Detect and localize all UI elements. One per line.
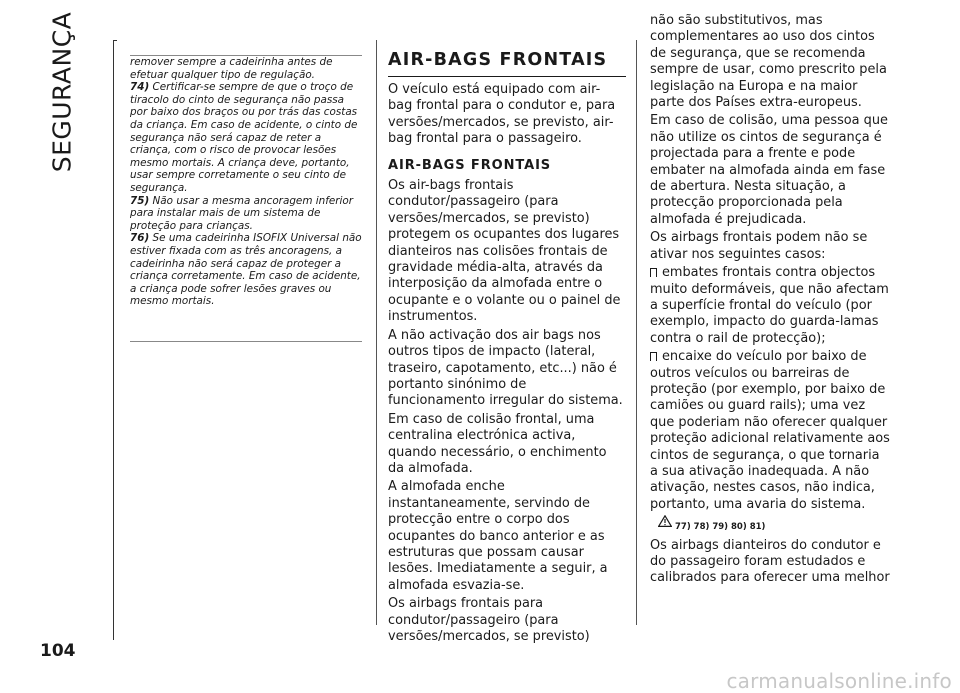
- paragraph: Os airbags frontais podem não se ativar nos seguintes casos:: [650, 230, 868, 262]
- paragraph: Em caso de colisão frontal, uma centralina electrónica activa, quando necessário, o enchimento da almofada.: [388, 411, 607, 476]
- bullet-text: encaixe do veículo por baixo de outros veículos ou barreiras de proteção (por exemplo, por baixo de camiões ou guard rails); uma vez que poderiam não oferecer qualquer proteção adicional relativamente aos cintos de segurança, o que tornaria a sua ativação inadequada. A não ativação, nestes casos, não indica, portanto, uma avaria do sistema.: [650, 349, 890, 512]
- subsection-heading: AIR-BAGS FRONTAIS: [388, 157, 552, 173]
- column-divider: [636, 40, 637, 625]
- paragraph: não são substitutivos, mas complementares ao uso dos cintos de segurança, que se recomenda sempre de usar, como prescrito pela legislação na Europa e na maior parte dos Países extra-europeus.: [650, 13, 887, 111]
- warning-number: 76): [130, 232, 150, 245]
- watermark: carmanualsonline.info: [726, 669, 952, 693]
- warning-number: 74): [130, 81, 150, 94]
- warnings-column: [130, 56, 362, 308]
- warning-text: Não usar a mesma ancoragem inferior para instalar mais de um sistema de proteção para crianças.: [130, 194, 354, 232]
- column-divider: [376, 40, 377, 625]
- column-divider: [130, 341, 362, 342]
- warning-75: [130, 195, 362, 233]
- warning-76: [130, 232, 362, 308]
- bullet-item: [650, 265, 890, 347]
- heading-rule: [388, 76, 626, 77]
- paragraph: Os airbags dianteiros do condutor e do passageiro foram estudados e calibrados para oferecer uma melhor: [650, 537, 890, 586]
- bullet-item: [650, 349, 890, 513]
- page-number: 104: [40, 641, 76, 661]
- airbag-column-continued: [650, 13, 890, 589]
- section-side-label: SEGURANÇA: [47, 11, 77, 173]
- warning-text: Se uma cadeirinha ISOFIX Universal não estiver fixada com as três ancoragens, a cadeirinha não será capaz de proteger a criança corretamente. Em caso de acidente, a criança pode sofrer lesões graves ou mesmo mortais.: [130, 232, 362, 308]
- paragraph: Os airbags frontais para condutor/passageiro (para versões/mercados, se previsto): [388, 596, 590, 644]
- paragraph: A não activação dos air bags nos outros tipos de impacto (lateral, traseiro, capotamento, etc...) não é portanto sinónimo de funcionamento irregular do sistema.: [388, 327, 623, 409]
- paragraph: Em caso de colisão, uma pessoa que não utilize os cintos de segurança é projectada para a frente e pode embater na almofada ainda em fase de abertura. Nesta situação, a protecção proporcionada pela almofada é prejudicada.: [650, 113, 888, 227]
- warning-text: Certificar-se sempre de que o troço de tiracolo do cinto de segurança não passa por baixo dos braços ou por trás das costas da criança. Em caso de acidente, o cinto de segurança não será capaz de reter a criança, com o risco de provocar lesões mesmo mortais. A criança deve, portanto, usar sempre corretamente o seu cinto de segurança.: [130, 81, 358, 194]
- section-heading: AIR-BAGS FRONTAIS: [388, 50, 608, 70]
- section-divider: [113, 40, 114, 640]
- airbag-column: [388, 82, 624, 647]
- paragraph: Os air-bags frontais condutor/passageiro (para versões/mercados, se previsto) protegem os ocupantes dos lugares dianteiros nas colisões frontais de gravidade média-alta, através da interposição da almofada entre o ocupante e o volante ou o painel de instrumentos.: [388, 178, 621, 325]
- paragraph: A almofada enche instantaneamente, servindo de protecção entre o corpo dos ocupantes do banco anterior e as estruturas que possam causar lesões. Imediatamente a seguir, a almofada esvazia-se.: [388, 479, 608, 593]
- bullet-icon: [650, 268, 657, 277]
- warning-number: 75): [130, 194, 150, 207]
- section-divider: [113, 40, 117, 41]
- warning-triangle-icon: [658, 515, 672, 527]
- warning-74: [130, 81, 362, 194]
- bullet-icon: [650, 352, 657, 361]
- paragraph: remover sempre a cadeirinha antes de efetuar qualquer tipo de regulação.: [130, 56, 333, 81]
- reference-numbers: 77) 78) 79) 80) 81): [675, 522, 766, 533]
- bullet-text: embates frontais contra objectos muito deformáveis, que não afectam a superfície frontal do veículo (por exemplo, impacto do guarda-lamas contra o rail de protecção);: [650, 265, 889, 346]
- warning-references: [650, 515, 890, 535]
- paragraph: O veículo está equipado com air-bag frontal para o condutor e, para versões/mercados, se previsto, air-bag frontal para o passageiro.: [388, 82, 616, 147]
